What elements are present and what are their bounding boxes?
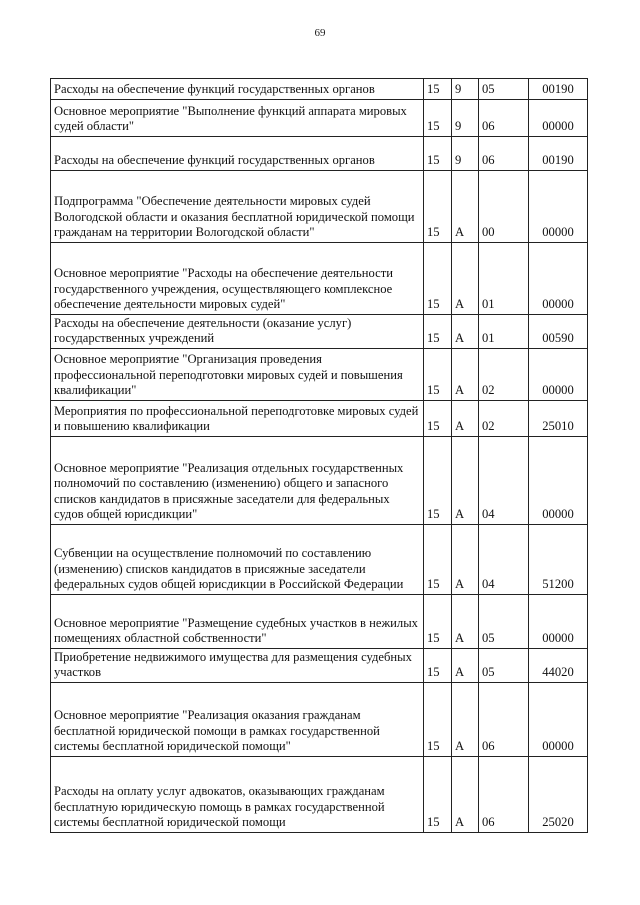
row-event-code: 05 [479,649,529,683]
row-event-code: 02 [479,349,529,401]
row-program-code: 15 [424,525,452,595]
row-description: Основное мероприятие "Реализация оказания гражданам бесплатной юридической помощи в рамках государственной системы бесплатной юридической помощи" [51,683,424,757]
row-event-code: 05 [479,595,529,649]
table-row [51,79,588,100]
row-program-code: 15 [424,315,452,349]
row-direction-code: 00000 [529,171,588,243]
row-subprogram-code: А [452,401,479,437]
row-direction-code: 25010 [529,401,588,437]
row-description: Основное мероприятие "Размещение судебных участков в нежилых помещениях областной собственности" [51,595,424,649]
row-subprogram-code: А [452,683,479,757]
row-subprogram-code: А [452,437,479,525]
row-description: Основное мероприятие "Организация проведения профессиональной переподготовки мировых судей и повышения квалификации" [51,349,424,401]
row-description: Основное мероприятие "Выполнение функций аппарата мировых судей области" [51,100,424,137]
row-event-code: 04 [479,525,529,595]
table-row [51,243,588,315]
row-description: Субвенции на осуществление полномочий по составлению (изменению) списков кандидатов в присяжные заседатели федеральных судов общей юрисдикции в Российской Федерации [51,525,424,595]
row-program-code: 15 [424,79,452,100]
row-description: Расходы на обеспечение функций государственных органов [51,137,424,171]
row-event-code: 02 [479,401,529,437]
row-direction-code: 51200 [529,525,588,595]
row-description: Приобретение недвижимого имущества для размещения судебных участков [51,649,424,683]
row-direction-code: 00000 [529,595,588,649]
row-event-code: 06 [479,683,529,757]
row-description: Подпрограмма "Обеспечение деятельности мировых судей Вологодской области и оказания бесплатной юридической помощи гражданам на территории Вологодской области" [51,171,424,243]
table-row [51,595,588,649]
row-event-code: 04 [479,437,529,525]
row-description: Основное мероприятие "Реализация отдельных государственных полномочий по составлению (изменению) общего и запасного списков кандидатов в присяжные заседатели для федеральных судов общей юрисдикции" [51,437,424,525]
row-subprogram-code: А [452,171,479,243]
table-row [51,100,588,137]
row-event-code: 00 [479,171,529,243]
row-subprogram-code: А [452,649,479,683]
table-row [51,525,588,595]
table-row [51,349,588,401]
table-row [51,683,588,757]
row-program-code: 15 [424,243,452,315]
page-number: 69 [314,27,326,39]
row-program-code: 15 [424,171,452,243]
row-event-code: 06 [479,757,529,833]
row-subprogram-code: А [452,757,479,833]
row-direction-code: 00000 [529,349,588,401]
row-program-code: 15 [424,757,452,833]
row-description: Основное мероприятие "Расходы на обеспечение деятельности государственного учреждения, осуществляющего комплексное обеспечение деятельности мировых судей" [51,243,424,315]
row-program-code: 15 [424,100,452,137]
row-subprogram-code: А [452,525,479,595]
row-program-code: 15 [424,349,452,401]
row-subprogram-code: А [452,349,479,401]
row-direction-code: 00190 [529,79,588,100]
row-subprogram-code: А [452,243,479,315]
row-program-code: 15 [424,437,452,525]
table-row [51,171,588,243]
table-row [51,437,588,525]
row-program-code: 15 [424,401,452,437]
row-direction-code: 00000 [529,683,588,757]
row-subprogram-code: А [452,595,479,649]
row-direction-code: 25020 [529,757,588,833]
row-description: Мероприятия по профессиональной переподготовке мировых судей и повышению квалификации [51,401,424,437]
row-description: Расходы на обеспечение функций государственных органов [51,79,424,100]
row-description: Расходы на оплату услуг адвокатов, оказывающих гражданам бесплатную юридическую помощь в рамках государственной системы бесплатной юридической помощи [51,757,424,833]
row-description: Расходы на обеспечение деятельности (оказание услуг) государственных учреждений [51,315,424,349]
row-program-code: 15 [424,649,452,683]
row-direction-code: 00000 [529,100,588,137]
row-event-code: 05 [479,79,529,100]
row-direction-code: 00190 [529,137,588,171]
row-direction-code: 00000 [529,437,588,525]
row-subprogram-code: 9 [452,79,479,100]
row-subprogram-code: А [452,315,479,349]
row-direction-code: 00000 [529,243,588,315]
table-row [51,137,588,171]
table-row [51,757,588,833]
row-direction-code: 44020 [529,649,588,683]
row-event-code: 06 [479,137,529,171]
row-event-code: 01 [479,315,529,349]
table-row [51,649,588,683]
row-program-code: 15 [424,683,452,757]
row-event-code: 06 [479,100,529,137]
budget-classification-table [50,78,588,833]
row-direction-code: 00590 [529,315,588,349]
row-subprogram-code: 9 [452,100,479,137]
table-row [51,401,588,437]
table-row [51,315,588,349]
row-program-code: 15 [424,137,452,171]
row-subprogram-code: 9 [452,137,479,171]
row-event-code: 01 [479,243,529,315]
row-program-code: 15 [424,595,452,649]
